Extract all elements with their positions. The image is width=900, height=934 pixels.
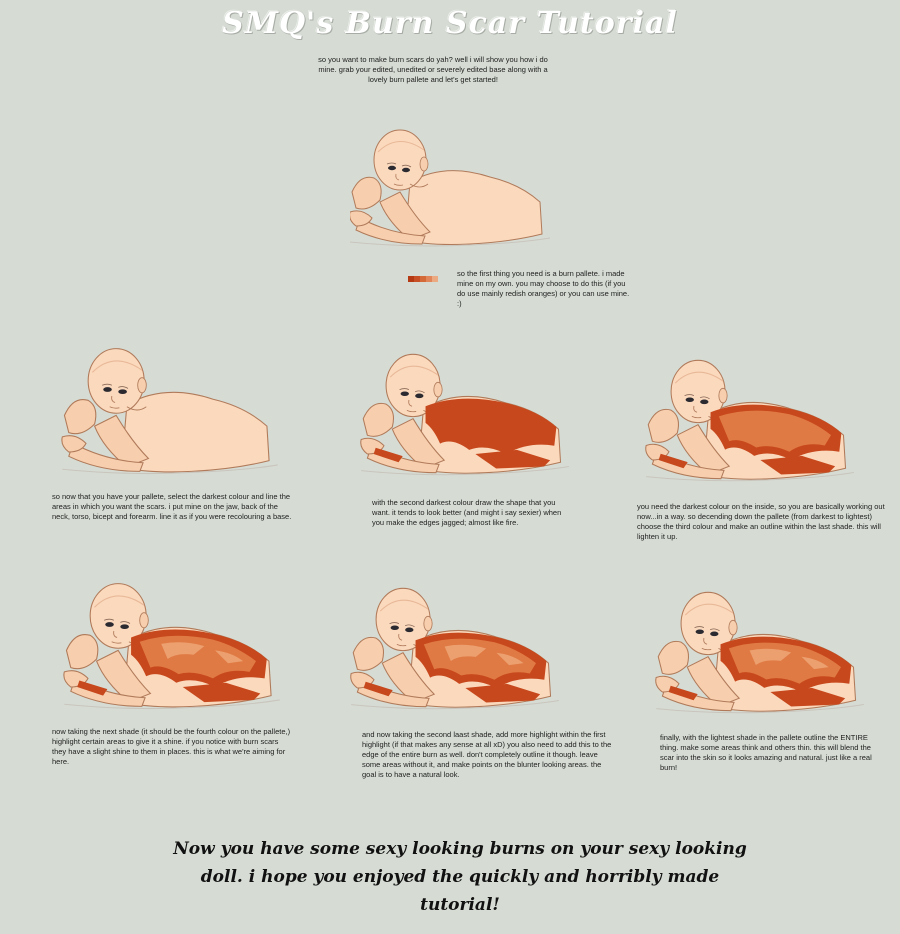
burn-palette <box>408 276 438 282</box>
doll-figure-step-3 <box>640 352 860 487</box>
doll-figure-step-1 <box>60 340 280 480</box>
palette-caption: so the first thing you need is a burn pallete. i made mine on my own. you may choose to do this (if you do use mainly redish oranges) or you can use mine. :) <box>457 269 630 308</box>
doll-figure-step-2 <box>360 346 570 481</box>
doll-figure-step-6 <box>650 584 870 719</box>
closing-message: Now you have some sexy looking burns on your sexy looking doll. i hope you enjoyed the quickly and horribly made tutorial! <box>173 839 747 915</box>
step-3-caption: you need the darkest colour on the inside, so you are basically working out now...in a way. so decending down the pallete (from darkest to lightest) choose the third colour and make an outline within the last shade. this will lighten it up. <box>637 502 885 541</box>
doll-figure-base <box>350 122 550 252</box>
step-4-caption: now taking the next shade (it should be the fourth colour on the pallete,) highlight certain areas to give it a shine. if you notice with burn scars they have a slight shine to them in places. this is what we're aiming for here. <box>52 727 291 766</box>
intro-text: so you want to make burn scars do yah? well i will show you how i do mine. grab your edited, unedited or severely edited base along with a lovely burn pallete and let's get started! <box>318 55 548 84</box>
palette-swatch <box>432 276 438 282</box>
step-1-caption: so now that you have your pallete, select the darkest colour and line the areas in which you want the scars. i put mine on the jaw, back of the neck, torso, bicept and forearm. line it as if you were recolouring a base. <box>52 492 292 521</box>
step-2-caption: with the second darkest colour draw the shape that you want. it tends to look better (and might i say sexier) when you make the edges jagged; almost like fire. <box>372 498 562 527</box>
doll-figure-step-4 <box>62 575 282 715</box>
step-6-caption: finally, with the lightest shade in the pallete outline the ENTIRE thing. make some areas think and others thin. this will blend the scar into the skin so it looks amazing and natural. just like a real burn! <box>660 733 872 772</box>
step-5-caption: and now taking the second laast shade, add more highlight within the first highlight (if that makes any sense at all xD) you also need to add this to the edge of the entire burn as well. don't completely outline it though. leave some areas without it, and make points on the blunter looking areas. the goal is to have a natural look. <box>362 730 612 779</box>
page-title: SMQ's Burn Scar Tutorial <box>222 6 678 41</box>
doll-figure-step-5 <box>345 580 565 715</box>
